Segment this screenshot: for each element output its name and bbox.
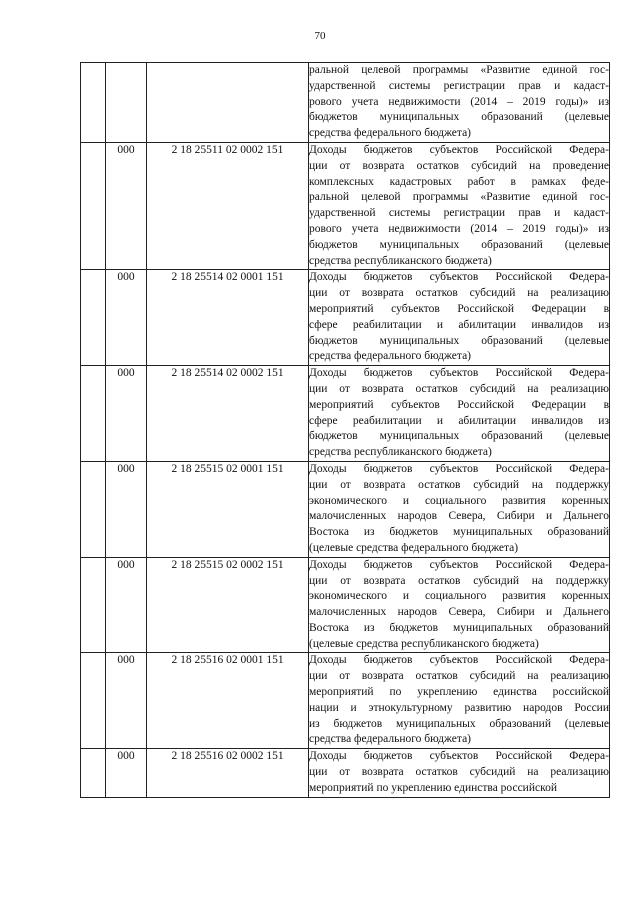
description-line: Доходы бюджетов субъектов Российской Федера- — [309, 271, 609, 284]
table-row — [81, 653, 610, 749]
description-cell — [309, 142, 610, 269]
description-line: экономического и социального развития коренных — [309, 590, 609, 603]
description-line: ральной целевой программы «Развитие единой гос- — [309, 191, 609, 204]
description-line: средства республиканского бюджета) — [309, 446, 492, 459]
description-line: Доходы бюджетов субъектов Российской Федера- — [309, 462, 609, 475]
description-line: ударственной системы регистрации прав и кадаст- — [309, 79, 609, 92]
description-line: Востока из бюджетов муниципальных образований — [309, 621, 609, 634]
classification-code-cell: 2 18 25515 02 0001 151 — [147, 461, 309, 557]
table-row — [81, 270, 610, 366]
table-row — [81, 557, 610, 653]
description-line: бюджетов муниципальных образований (целевые — [309, 430, 609, 443]
description-line: ции от возврата остатков субсидий на поддержку — [309, 478, 609, 491]
blank-cell — [81, 63, 106, 143]
description-line: ции от возврата остатков субсидий на реализацию — [309, 287, 609, 300]
description-line: средства федерального бюджета) — [309, 127, 472, 140]
description-cell — [309, 270, 610, 366]
description-line: ции от возврата остатков субсидий на поддержку — [309, 574, 609, 587]
description-line: ции от возврата остатков субсидий на реализацию — [309, 382, 609, 395]
description-line: Востока из бюджетов муниципальных образований — [309, 526, 609, 539]
description-cell — [309, 653, 610, 749]
classification-code-cell: 2 18 25511 02 0002 151 — [147, 142, 309, 269]
description-line: рового учета недвижимости (2014 – 2019 годы)» из — [309, 95, 609, 108]
description-line: ции от возврата остатков субсидий на реализацию — [309, 766, 609, 779]
classification-code-cell: 2 18 25514 02 0002 151 — [147, 366, 309, 462]
description-line: сфере реабилитации и абилитации инвалидов из — [309, 318, 609, 331]
description-line: мероприятий субъектов Российской Федерации в — [309, 302, 609, 315]
admin-code-cell: 000 — [106, 270, 147, 366]
table-row — [81, 749, 610, 797]
description-line: (целевые средства федерального бюджета) — [309, 541, 519, 554]
description-cell — [309, 557, 610, 653]
table-row — [81, 366, 610, 462]
description-line: средства федерального бюджета) — [309, 733, 472, 746]
admin-code-cell: 000 — [106, 142, 147, 269]
description-cell — [309, 63, 610, 143]
table-row — [81, 63, 610, 143]
description-line: бюджетов муниципальных образований (целевые — [309, 334, 609, 347]
description-line: ударственной системы регистрации прав и кадаст- — [309, 207, 609, 220]
table-row — [81, 142, 610, 269]
description-line: бюджетов муниципальных образований (целевые — [309, 111, 609, 124]
description-line: сфере реабилитации и абилитации инвалидов из — [309, 414, 609, 427]
classification-code-cell — [147, 63, 309, 143]
description-line: малочисленных народов Севера, Сибири и Дальнего — [309, 606, 609, 619]
description-line: мероприятий по укреплению единства российской — [309, 781, 557, 794]
admin-code-cell: 000 — [106, 749, 147, 797]
blank-cell — [81, 461, 106, 557]
description-line: Доходы бюджетов субъектов Российской Федера- — [309, 143, 609, 156]
blank-cell — [81, 749, 106, 797]
description-line: Доходы бюджетов субъектов Российской Федера- — [309, 750, 609, 763]
blank-cell — [81, 270, 106, 366]
description-cell — [309, 461, 610, 557]
description-line: рового учета недвижимости (2014 – 2019 годы)» из — [309, 222, 609, 235]
description-line: средства федерального бюджета) — [309, 350, 472, 363]
description-cell — [309, 366, 610, 462]
admin-code-cell: 000 — [106, 366, 147, 462]
description-cell — [309, 749, 610, 797]
description-line: Доходы бюджетов субъектов Российской Федера- — [309, 558, 609, 571]
description-line: ции от возврата остатков субсидий на проведение — [309, 159, 609, 172]
admin-code-cell — [106, 63, 147, 143]
description-line: комплексных кадастровых работ в рамках феде- — [309, 175, 609, 188]
description-line: бюджетов муниципальных образований (целевые — [309, 238, 609, 251]
description-line: экономического и социального развития коренных — [309, 494, 609, 507]
admin-code-cell: 000 — [106, 461, 147, 557]
description-line: нации и этнокультурному развитию народов России — [309, 701, 609, 714]
description-line: мероприятий по укреплению единства российской — [309, 686, 609, 699]
classification-code-cell: 2 18 25515 02 0002 151 — [147, 557, 309, 653]
description-line: (целевые средства республиканского бюджета) — [309, 637, 539, 650]
description-line: Доходы бюджетов субъектов Российской Федера- — [309, 367, 609, 380]
budget-classification-table — [80, 62, 610, 798]
table-row — [81, 461, 610, 557]
classification-code-cell: 2 18 25516 02 0001 151 — [147, 653, 309, 749]
description-line: из бюджетов муниципальных образований (целевые — [309, 717, 609, 730]
admin-code-cell: 000 — [106, 557, 147, 653]
classification-code-cell: 2 18 25514 02 0001 151 — [147, 270, 309, 366]
classification-code-cell: 2 18 25516 02 0002 151 — [147, 749, 309, 797]
admin-code-cell: 000 — [106, 653, 147, 749]
page-number: 70 — [314, 30, 326, 42]
blank-cell — [81, 142, 106, 269]
description-line: малочисленных народов Севера, Сибири и Дальнего — [309, 510, 609, 523]
blank-cell — [81, 557, 106, 653]
description-line: мероприятий субъектов Российской Федерации в — [309, 398, 609, 411]
description-line: ции от возврата остатков субсидий на реализацию — [309, 670, 609, 683]
table-body — [81, 63, 610, 798]
blank-cell — [81, 366, 106, 462]
description-line: средства республиканского бюджета) — [309, 254, 492, 267]
description-line: Доходы бюджетов субъектов Российской Федера- — [309, 654, 609, 667]
blank-cell — [81, 653, 106, 749]
description-line: ральной целевой программы «Развитие единой гос- — [309, 64, 609, 76]
